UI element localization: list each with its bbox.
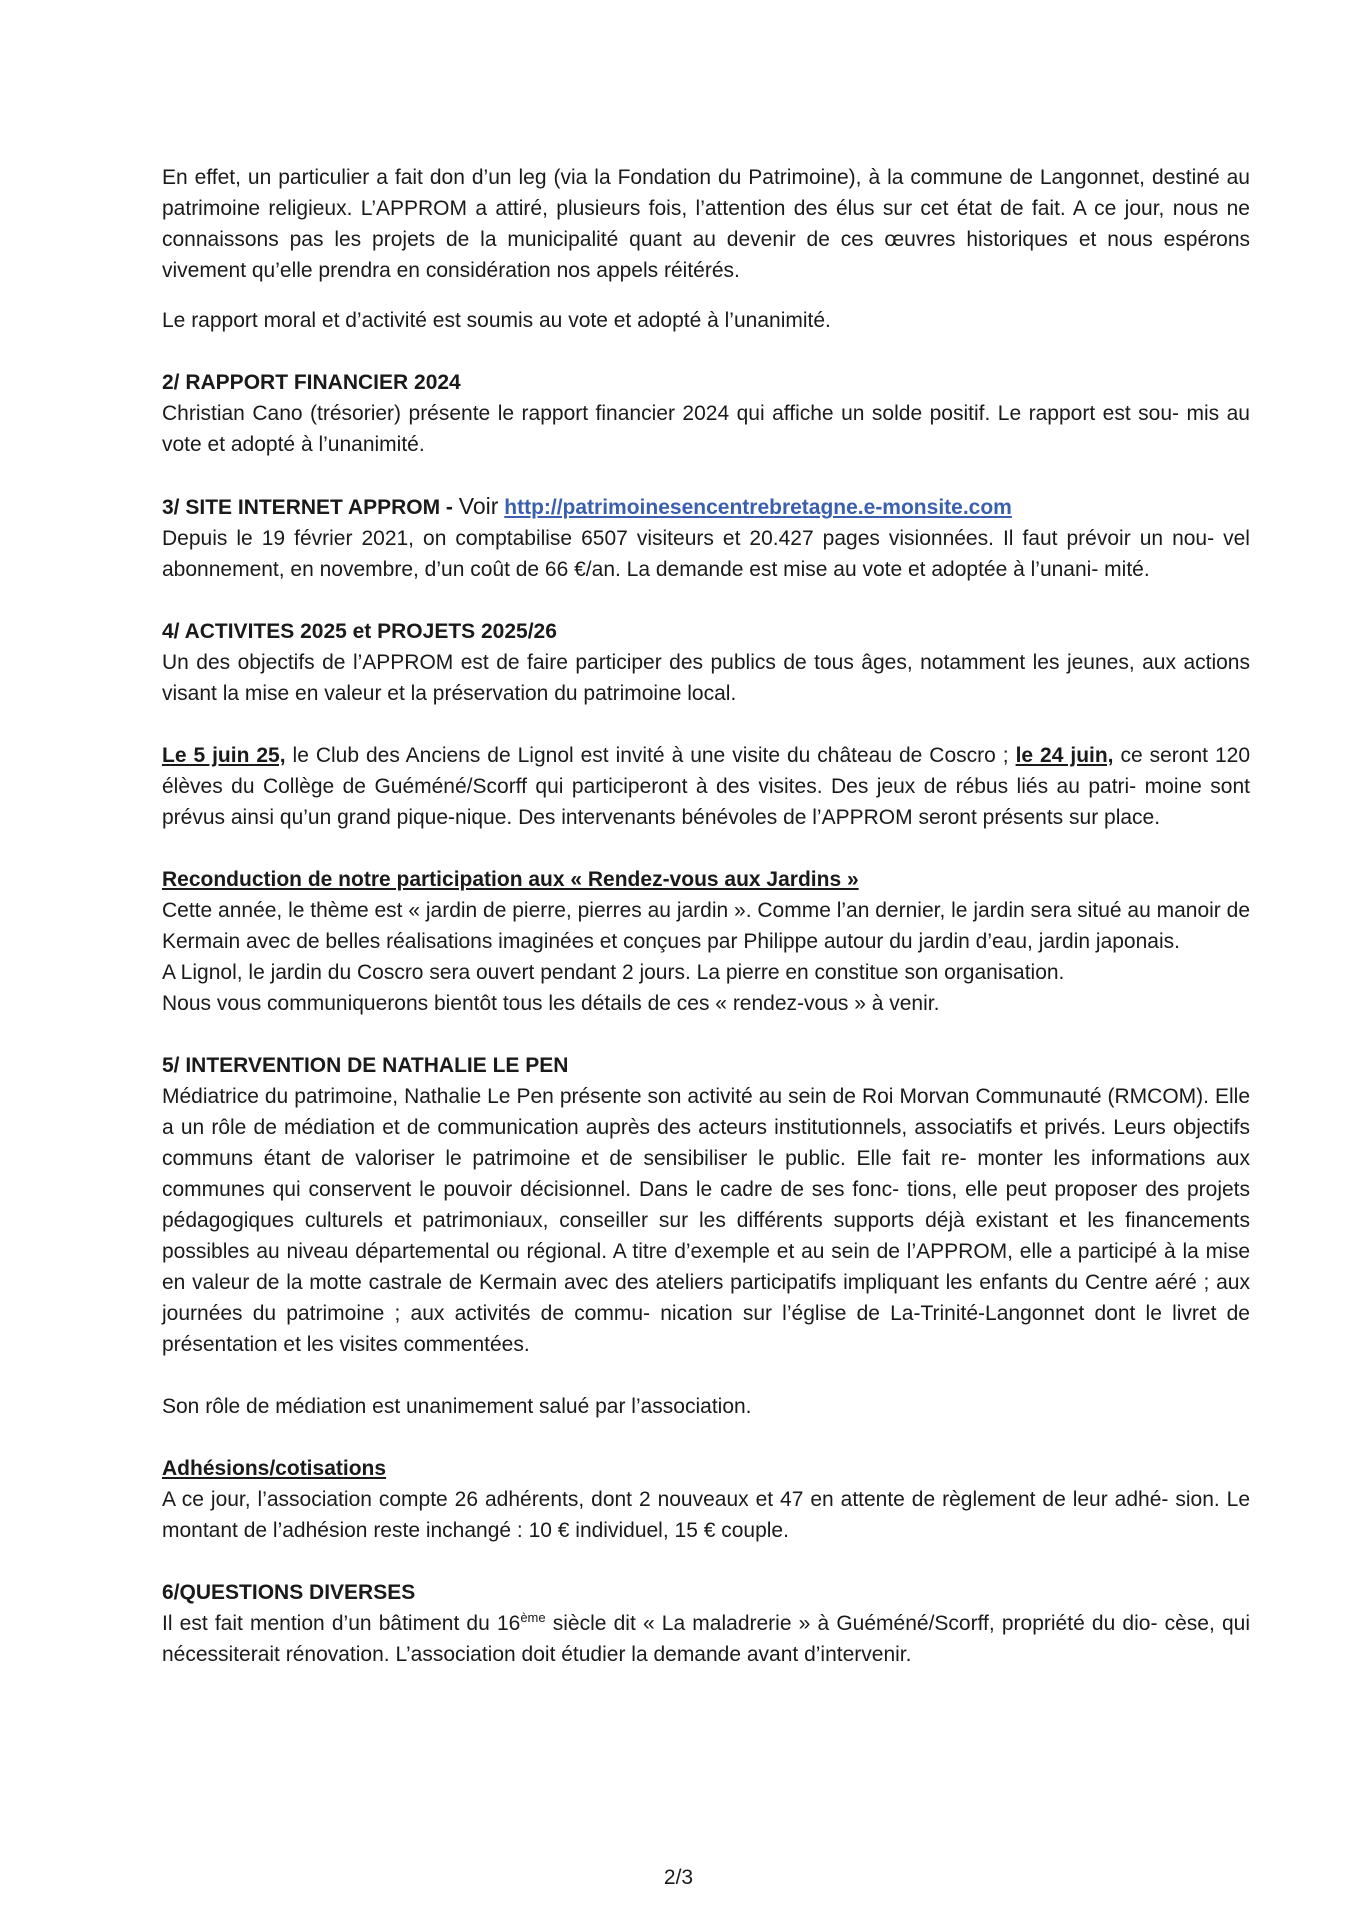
paragraph-mediation-closing: Son rôle de médiation est unanimement salué par l’association. [162,1395,752,1418]
text-line: (RMCOM). Elle a un rôle de médiation et de communication auprès des acteurs institutionnels, associatifs [162,1085,1250,1139]
text-line: destiné au patrimoine religieux. L’APPROM a attiré, plusieurs fois, l’attention des élus sur cet état de fait. A [162,166,1250,220]
jardins-lignol-line: A Lignol, le jardin du Coscro sera ouvert pendant 2 jours. La pierre en constitue son organisation. [162,961,1065,984]
text-line: Un des objectifs de l’APPROM est de faire participer des publics de tous âges, notamment les jeunes, aux [162,651,1176,674]
paragraph-legs [162,162,1250,286]
paragraph-jardins [162,895,1250,957]
section-heading-questions: 6/QUESTIONS DIVERSES [162,1581,416,1604]
subheading-adhesions: Adhésions/cotisations [162,1457,387,1480]
text-fragment: siècle dit « La maladrerie » à Guéméné/Scorff, propriété du dio- [545,1612,1158,1635]
text-line: moine sont prévus ainsi qu’un grand pique-nique. Des intervenants bénévoles de l’APPROM seront présents [162,775,1250,829]
text-line: Médiatrice du patrimoine, Nathalie Le Pen présente son activité au sein de Roi Morvan Communauté [162,1085,1102,1108]
text-line: sion. Le montant de l’adhésion reste inchangé : 10 € individuel, 15 € couple. [162,1488,1250,1542]
section-heading-activities: 4/ ACTIVITES 2025 et PROJETS 2025/26 [162,620,557,643]
paragraph-adhesions [162,1484,1250,1546]
paragraph-events [162,740,1250,833]
section-heading-financial: 2/ RAPPORT FINANCIER 2024 [162,371,461,394]
section-heading-intervention: 5/ INTERVENTION DE NATHALIE LE PEN [162,1054,569,1077]
voir-label: Voir [458,493,499,519]
paragraph-financial [162,398,1250,460]
event-text-2: ce seront [1113,744,1208,767]
paragraph-website [162,523,1250,585]
text-line: Cette année, le thème est « jardin de pierre, pierres au jardin ». Comme l’an dernier, le jardin sera situé au [162,899,1151,922]
paragraph-questions [162,1608,1250,1670]
text-line: Depuis le 19 février 2021, on comptabilise 6507 visiteurs et 20.427 pages visionnées. Il faut prévoir un nou- [162,527,1215,550]
text-line: monter les informations aux communes qui conservent le pouvoir décisionnel. Dans le cadre de ses fonc- [162,1147,1250,1201]
text-line: mité. [1104,558,1150,581]
subheading-jardins: Reconduction de notre participation aux « Rendez-vous aux Jardins » [162,868,859,891]
text-line: supports déjà existant et les financements possibles au niveau départemental ou régional. A titre d’exemple [162,1209,1251,1263]
page-number: 2/3 [663,1866,694,1889]
event-text-1: le Club des Anciens de Lignol est invité à une visite du château de Coscro ; [285,744,1016,767]
paragraph-intervention [162,1081,1250,1360]
text-line: 120 élèves du Collège de Guéméné/Scorff qui participeront à des visites. Des jeux de rébus liés au patri- [162,744,1251,798]
event-date-2: le 24 juin, [1015,744,1114,767]
jardins-closing-line: Nous vous communiquerons bientôt tous les détails de ces « rendez-vous » à venir. [162,992,940,1015]
text-line: Christian Cano (trésorier) présente le rapport financier 2024 qui affiche un solde positif. Le rapport est sou- [162,402,1179,425]
paragraph-vote: Le rapport moral et d’activité est soumis au vote et adopté à l’unanimité. [162,309,831,332]
text-line: vel abonnement, en novembre, d’un coût de 66 €/an. La demande est mise au vote et adoptée à l’unani- [162,527,1250,581]
superscript-ordinal: ème [520,1610,546,1625]
text-line: ce jour, nous ne connaissons pas les projets de la municipalité quant au devenir de ces œuvres historiques [162,197,1250,251]
text-line: cèse, qui nécessiterait rénovation. L’association doit étudier la demande avant d’intervenir. [162,1612,1250,1666]
text-line: et nous espérons vivement qu’elle prendra en considération nos appels réitérés. [162,228,1250,282]
website-link[interactable]: http://patrimoinesencentrebretagne.e-monsite.com [504,496,1012,519]
text-line: et privés. Leurs objectifs communs étant de valoriser le patrimoine et de sensibiliser le public. Elle fait re- [162,1116,1250,1170]
text-line: participatifs impliquant les enfants du Centre aéré ; aux journées du patrimoine ; aux activités de commu- [162,1271,1250,1325]
text-line: manoir de Kermain avec de belles réalisations imaginées et conçues par Philippe autour du jardin d’eau, [162,899,1250,953]
text-line: jardin japonais. [1038,930,1180,953]
page-content [162,162,1250,1670]
text-line: nication sur l’église de La-Trinité-Langonnet dont le livret de présentation et les visites commentées. [162,1302,1250,1356]
text-fragment: Il est fait mention d’un bâtiment du 16 [162,1612,521,1635]
text-line: sur place. [1069,806,1161,829]
section-heading-website [162,491,1250,523]
text-line: mis au vote et adopté à l’unanimité. [162,402,1250,456]
text-line: A ce jour, l’association compte 26 adhérents, dont 2 nouveaux et 47 en attente de règlement de leur adhé- [162,1488,1169,1511]
text-line: et au sein de l’APPROM, elle a participé à la mise en valeur de la motte castrale de Kermain avec des ateliers [162,1240,1250,1294]
paragraph-objectives [162,647,1250,709]
heading-separator: - [440,496,459,519]
text-line: actions visant la mise en valeur et la préservation du patrimoine local. [162,651,1250,705]
text-line: tions, elle peut proposer des projets pédagogiques culturels et patrimoniaux, conseiller sur les différents [162,1178,1250,1232]
heading-text: 3/ SITE INTERNET APPROM [162,496,441,519]
event-date-1: Le 5 juin 25, [162,744,286,767]
text-line: En effet, un particulier a fait don d’un leg (via la Fondation du Patrimoine), à la commune de Langonnet, [162,166,1145,189]
